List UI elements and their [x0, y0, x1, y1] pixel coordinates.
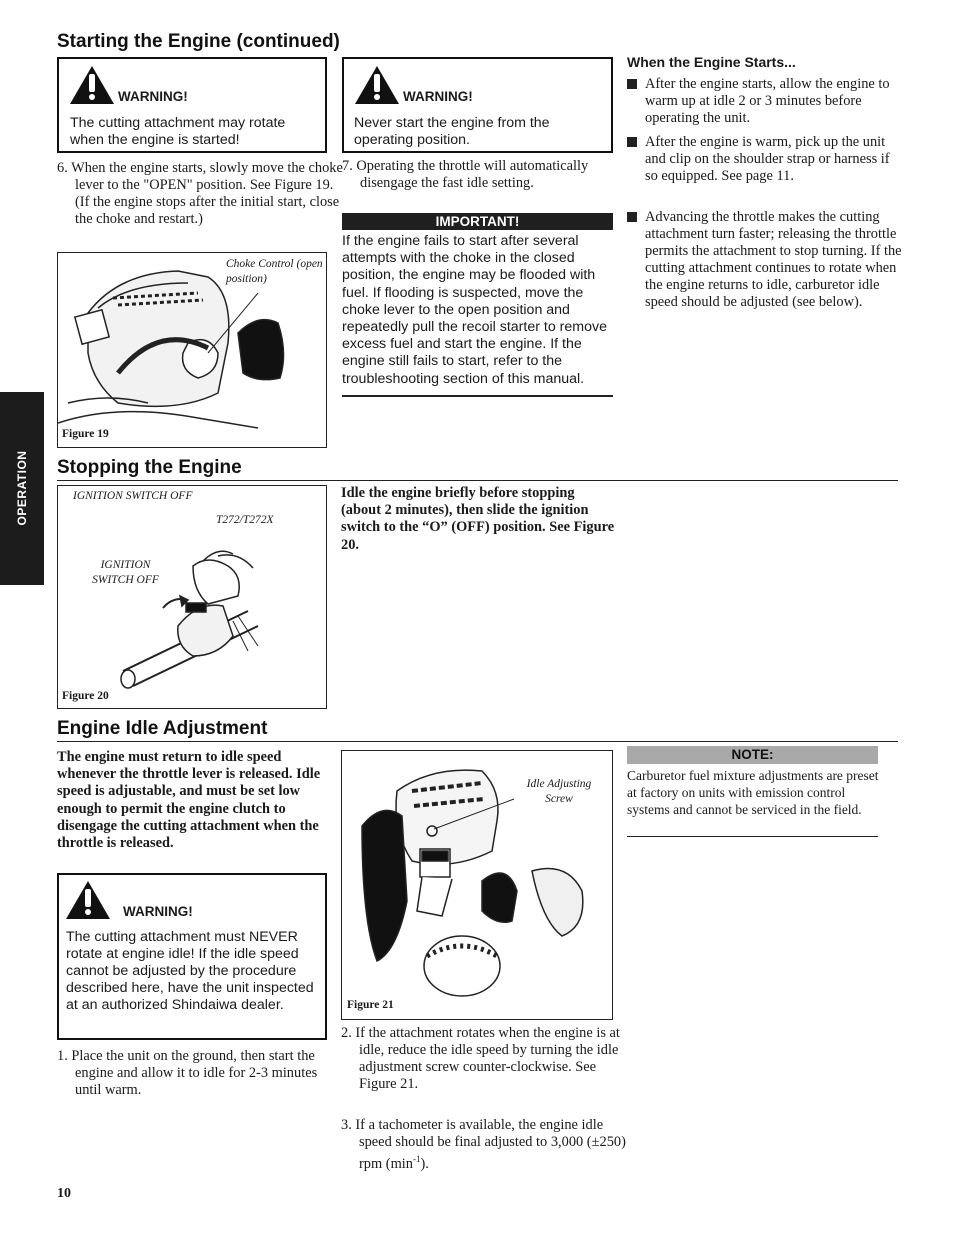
side-tab-label: OPERATION	[15, 450, 29, 526]
note-banner: NOTE:	[627, 746, 878, 764]
warning-box-2	[342, 57, 613, 153]
figure-21-caption: Figure 21	[347, 999, 394, 1011]
when-starts-bullet-1: After the engine starts, allow the engine to warm up at idle 2 or 3 minutes before operating the unit.	[627, 76, 910, 127]
figure-20-caption: Figure 20	[62, 690, 109, 702]
warning-label: WARNING!	[118, 89, 188, 104]
section-heading-starting: Starting the Engine (continued)	[57, 31, 340, 52]
important-banner: IMPORTANT!	[342, 213, 613, 230]
bullet-square-icon	[627, 212, 637, 222]
figure-20	[57, 485, 327, 709]
important-rule	[342, 395, 613, 397]
warning-triangle-icon	[69, 65, 115, 105]
section-rule	[57, 480, 898, 481]
figure-19-callout: Choke Control (open position)	[226, 258, 323, 285]
warning-box-3	[57, 873, 327, 1040]
figure-20-callout: IGNITION SWITCH OFF	[92, 559, 159, 586]
warning-text: Never start the engine from the operating position.	[354, 115, 550, 148]
warning-text: The cutting attachment may rotate when the engine is started!	[70, 115, 286, 148]
warning-label: WARNING!	[403, 89, 473, 104]
section-heading-idle: Engine Idle Adjustment	[57, 718, 268, 739]
page-number: 10	[57, 1186, 71, 1201]
warning-triangle-icon	[65, 880, 111, 920]
figure-21	[341, 750, 613, 1020]
idle-intro: The engine must return to idle speed whenever the throttle lever is released. Idle speed is adjustable, and must be set low enough to permit the engine clutch to disengage the cutting attachment when the throttle is released.	[57, 749, 321, 852]
stopping-text: Idle the engine briefly before stopping (about 2 minutes), then slide the ignition switch to the “O” (OFF) position. See Figure 20.	[341, 485, 615, 553]
step-3: 3. If a tachometer is available, the engine idle speed should be final adjusted to 3,000 (±250) rpm $(\min^{-1})$.	[341, 1117, 626, 1172]
warning-text: The cutting attachment must NEVER rotate at engine idle! If the idle speed cannot be adjusted by the procedure described here, have the unit inspected at an authorized Shindaiwa dealer.	[66, 929, 314, 1013]
step-2: 2. If the attachment rotates when the engine is at idle, reduce the idle speed by turning the idle adjustment screw counter-clockwise. See Figure 21.	[341, 1025, 620, 1093]
figure-20-model: T272/T272X	[216, 514, 274, 526]
figure-19-caption: Figure 19	[62, 428, 109, 440]
warning-box-1	[57, 57, 327, 153]
warning-triangle-icon	[354, 65, 400, 105]
when-starts-bullet-3: Advancing the throttle makes the cutting attachment turn faster; releasing the throttle permits the attachment to stop turning. If the cutting attachment continues to rotate when the engine returns to idle, carburetor idle speed should be adjusted (see below).	[627, 209, 913, 312]
when-starts-bullet-2: After the engine is warm, pick up the unit and clip on the shoulder strap or harness if so equipped. See page 11.	[627, 134, 895, 185]
ignition-switch-illustration	[58, 486, 326, 708]
figure-19	[57, 252, 327, 448]
bullet-square-icon	[627, 79, 637, 89]
section-heading-stopping: Stopping the Engine	[57, 457, 242, 478]
when-starts-heading: When the Engine Starts...	[627, 54, 796, 70]
step-1: 1. Place the unit on the ground, then start the engine and allow it to idle for 2-3 minutes until warm.	[57, 1048, 318, 1099]
note-rule	[627, 836, 878, 837]
step-6: 6. When the engine starts, slowly move the choke lever to the "OPEN" position. See Figure 19. (If the engine stops after the initial start, close the choke and restart.)	[57, 160, 343, 228]
section-rule	[57, 741, 898, 742]
figure-20-title: IGNITION SWITCH OFF	[73, 490, 193, 502]
bullet-square-icon	[627, 137, 637, 147]
step-7: 7. Operating the throttle will automatically disengage the fast idle setting.	[342, 158, 589, 192]
note-text: Carburetor fuel mixture adjustments are preset at factory on units with emission control systems and cannot be serviced in the field.	[627, 768, 879, 817]
figure-21-callout: Idle Adjusting Screw	[526, 778, 592, 805]
warning-label: WARNING!	[123, 904, 193, 919]
important-text: If the engine fails to start after several attempts with the choke in the closed position, the engine may be flooded with fuel. If flooding is suspected, move the choke lever to the open position and repeatedly pull the recoil starter to remove excess fuel and start the engine. If the engine still fails to start, refer to the troubleshooting section of this manual.	[342, 233, 607, 387]
